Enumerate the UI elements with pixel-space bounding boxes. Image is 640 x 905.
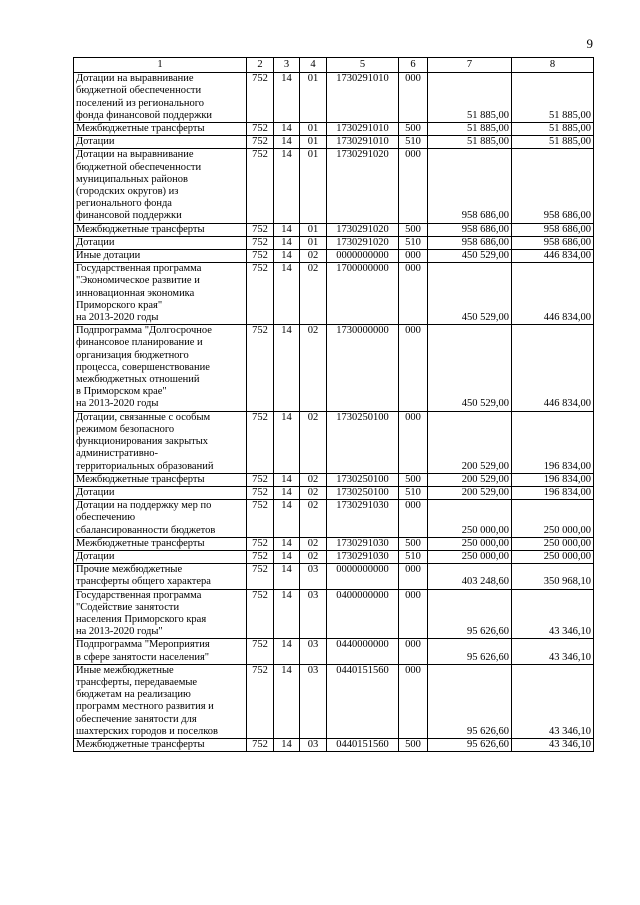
ministry-code-cell: 752 xyxy=(247,149,274,223)
row-name-cell: Дотации xyxy=(74,136,247,149)
amount-col7-cell: 450 529,00 xyxy=(428,325,512,411)
row-name-cell: Дотации xyxy=(74,486,247,499)
amount-col8-cell: 196 834,00 xyxy=(512,411,594,473)
target-article-cell: 0440151560 xyxy=(327,664,399,738)
subsection-code-cell: 01 xyxy=(300,136,327,149)
section-code-cell: 14 xyxy=(274,589,300,639)
table-row xyxy=(74,263,594,325)
expense-type-cell: 510 xyxy=(399,486,428,499)
expense-type-cell: 500 xyxy=(399,223,428,236)
table-row xyxy=(74,473,594,486)
header-cell: 1 xyxy=(74,58,247,73)
table-row xyxy=(74,325,594,411)
amount-col7-cell: 95 626,60 xyxy=(428,664,512,738)
row-name-cell: Дотации на выравнивание бюджетной обеспеченности муниципальных районов (городских округов) из регионального фонда финансовой поддержки xyxy=(74,149,247,223)
target-article-cell: 1730291010 xyxy=(327,123,399,136)
ministry-code-cell: 752 xyxy=(247,250,274,263)
ministry-code-cell: 752 xyxy=(247,136,274,149)
header-cell: 2 xyxy=(247,58,274,73)
amount-col8-cell: 43 346,10 xyxy=(512,664,594,738)
header-cell: 5 xyxy=(327,58,399,73)
section-code-cell: 14 xyxy=(274,639,300,664)
ministry-code-cell: 752 xyxy=(247,564,274,589)
section-code-cell: 14 xyxy=(274,564,300,589)
subsection-code-cell: 02 xyxy=(300,325,327,411)
table-row xyxy=(74,411,594,473)
section-code-cell: 14 xyxy=(274,223,300,236)
target-article-cell: 1730291020 xyxy=(327,149,399,223)
table-row xyxy=(74,664,594,738)
table-row xyxy=(74,564,594,589)
expense-type-cell: 510 xyxy=(399,550,428,563)
amount-col8-cell: 250 000,00 xyxy=(512,550,594,563)
row-name-cell: Межбюджетные трансферты xyxy=(74,473,247,486)
expense-type-cell: 000 xyxy=(399,500,428,538)
row-name-cell: Подпрограмма "Мероприятия в сфере занятости населения" xyxy=(74,639,247,664)
expense-type-cell: 500 xyxy=(399,123,428,136)
table-row xyxy=(74,236,594,249)
subsection-code-cell: 03 xyxy=(300,589,327,639)
ministry-code-cell: 752 xyxy=(247,325,274,411)
target-article-cell: 1730291020 xyxy=(327,236,399,249)
amount-col7-cell: 450 529,00 xyxy=(428,250,512,263)
table-row xyxy=(74,550,594,563)
section-code-cell: 14 xyxy=(274,236,300,249)
row-name-cell: Государственная программа "Экономическое развитие и инновационная экономика Приморского края" на 2013-2020 годы xyxy=(74,263,247,325)
row-name-cell: Дотации на выравнивание бюджетной обеспеченности поселений из регионального фонда финансовой поддержки xyxy=(74,73,247,123)
section-code-cell: 14 xyxy=(274,664,300,738)
table-row xyxy=(74,589,594,639)
expense-type-cell: 000 xyxy=(399,589,428,639)
expense-type-cell: 000 xyxy=(399,250,428,263)
subsection-code-cell: 02 xyxy=(300,263,327,325)
target-article-cell: 1730291010 xyxy=(327,73,399,123)
row-name-cell: Дотации xyxy=(74,550,247,563)
subsection-code-cell: 03 xyxy=(300,738,327,751)
section-code-cell: 14 xyxy=(274,250,300,263)
page-number: 9 xyxy=(586,36,593,51)
expense-type-cell: 000 xyxy=(399,411,428,473)
ministry-code-cell: 752 xyxy=(247,486,274,499)
target-article-cell: 1730250100 xyxy=(327,411,399,473)
ministry-code-cell: 752 xyxy=(247,411,274,473)
row-name-cell: Иные межбюджетные трансферты, передаваемые бюджетам на реализацию программ местного развития и обеспечение занятости для шахтерских городов и поселков xyxy=(74,664,247,738)
table-row xyxy=(74,223,594,236)
amount-col8-cell: 51 885,00 xyxy=(512,136,594,149)
target-article-cell: 1730250100 xyxy=(327,473,399,486)
header-cell: 8 xyxy=(512,58,594,73)
subsection-code-cell: 01 xyxy=(300,149,327,223)
amount-col8-cell: 958 686,00 xyxy=(512,223,594,236)
amount-col8-cell: 958 686,00 xyxy=(512,236,594,249)
expense-type-cell: 500 xyxy=(399,473,428,486)
target-article-cell: 1730291030 xyxy=(327,550,399,563)
target-article-cell: 1700000000 xyxy=(327,263,399,325)
target-article-cell: 1730291020 xyxy=(327,223,399,236)
header-cell: 4 xyxy=(300,58,327,73)
amount-col7-cell: 958 686,00 xyxy=(428,149,512,223)
expense-type-cell: 000 xyxy=(399,325,428,411)
table-row xyxy=(74,149,594,223)
amount-col7-cell: 200 529,00 xyxy=(428,473,512,486)
expense-type-cell: 000 xyxy=(399,639,428,664)
subsection-code-cell: 02 xyxy=(300,250,327,263)
section-code-cell: 14 xyxy=(274,537,300,550)
section-code-cell: 14 xyxy=(274,149,300,223)
amount-col7-cell: 51 885,00 xyxy=(428,123,512,136)
table-row xyxy=(74,73,594,123)
amount-col8-cell: 43 346,10 xyxy=(512,589,594,639)
amount-col8-cell: 350 968,10 xyxy=(512,564,594,589)
expense-type-cell: 000 xyxy=(399,73,428,123)
subsection-code-cell: 01 xyxy=(300,123,327,136)
section-code-cell: 14 xyxy=(274,550,300,563)
amount-col7-cell: 95 626,60 xyxy=(428,738,512,751)
ministry-code-cell: 752 xyxy=(247,500,274,538)
expense-type-cell: 000 xyxy=(399,149,428,223)
row-name-cell: Дотации, связанные с особым режимом безопасного функционирования закрытых административно- территориальных образований xyxy=(74,411,247,473)
row-name-cell: Межбюджетные трансферты xyxy=(74,123,247,136)
amount-col7-cell: 958 686,00 xyxy=(428,236,512,249)
expense-type-cell: 000 xyxy=(399,263,428,325)
expense-type-cell: 500 xyxy=(399,738,428,751)
row-name-cell: Межбюджетные трансферты xyxy=(74,738,247,751)
table-row xyxy=(74,639,594,664)
amount-col8-cell: 250 000,00 xyxy=(512,500,594,538)
header-cell: 7 xyxy=(428,58,512,73)
target-article-cell: 0440151560 xyxy=(327,738,399,751)
amount-col8-cell: 43 346,10 xyxy=(512,738,594,751)
target-article-cell: 0440000000 xyxy=(327,639,399,664)
table-row xyxy=(74,486,594,499)
ministry-code-cell: 752 xyxy=(247,664,274,738)
row-name-cell: Прочие межбюджетные трансферты общего характера xyxy=(74,564,247,589)
amount-col8-cell: 958 686,00 xyxy=(512,149,594,223)
subsection-code-cell: 02 xyxy=(300,537,327,550)
table-body xyxy=(74,73,594,752)
section-code-cell: 14 xyxy=(274,473,300,486)
table-row xyxy=(74,136,594,149)
subsection-code-cell: 03 xyxy=(300,639,327,664)
section-code-cell: 14 xyxy=(274,263,300,325)
subsection-code-cell: 03 xyxy=(300,664,327,738)
amount-col8-cell: 196 834,00 xyxy=(512,486,594,499)
amount-col7-cell: 200 529,00 xyxy=(428,411,512,473)
row-name-cell: Иные дотации xyxy=(74,250,247,263)
ministry-code-cell: 752 xyxy=(247,738,274,751)
section-code-cell: 14 xyxy=(274,738,300,751)
ministry-code-cell: 752 xyxy=(247,263,274,325)
amount-col7-cell: 250 000,00 xyxy=(428,550,512,563)
section-code-cell: 14 xyxy=(274,486,300,499)
subsection-code-cell: 02 xyxy=(300,550,327,563)
amount-col7-cell: 95 626,60 xyxy=(428,589,512,639)
ministry-code-cell: 752 xyxy=(247,473,274,486)
ministry-code-cell: 752 xyxy=(247,123,274,136)
table-row xyxy=(74,500,594,538)
target-article-cell: 0000000000 xyxy=(327,564,399,589)
ministry-code-cell: 752 xyxy=(247,223,274,236)
amount-col7-cell: 95 626,60 xyxy=(428,639,512,664)
table-row xyxy=(74,537,594,550)
subsection-code-cell: 01 xyxy=(300,73,327,123)
amount-col8-cell: 446 834,00 xyxy=(512,263,594,325)
amount-col7-cell: 450 529,00 xyxy=(428,263,512,325)
amount-col7-cell: 958 686,00 xyxy=(428,223,512,236)
row-name-cell: Межбюджетные трансферты xyxy=(74,223,247,236)
expense-type-cell: 510 xyxy=(399,236,428,249)
table-row xyxy=(74,738,594,751)
ministry-code-cell: 752 xyxy=(247,639,274,664)
subsection-code-cell: 02 xyxy=(300,473,327,486)
table-row xyxy=(74,250,594,263)
amount-col8-cell: 446 834,00 xyxy=(512,325,594,411)
subsection-code-cell: 02 xyxy=(300,500,327,538)
ministry-code-cell: 752 xyxy=(247,73,274,123)
section-code-cell: 14 xyxy=(274,123,300,136)
amount-col7-cell: 200 529,00 xyxy=(428,486,512,499)
row-name-cell: Дотации xyxy=(74,236,247,249)
amount-col7-cell: 250 000,00 xyxy=(428,537,512,550)
amount-col8-cell: 43 346,10 xyxy=(512,639,594,664)
amount-col8-cell: 51 885,00 xyxy=(512,73,594,123)
amount-col7-cell: 51 885,00 xyxy=(428,136,512,149)
section-code-cell: 14 xyxy=(274,325,300,411)
section-code-cell: 14 xyxy=(274,136,300,149)
ministry-code-cell: 752 xyxy=(247,537,274,550)
expense-type-cell: 510 xyxy=(399,136,428,149)
amount-col7-cell: 51 885,00 xyxy=(428,73,512,123)
expense-type-cell: 500 xyxy=(399,537,428,550)
section-code-cell: 14 xyxy=(274,411,300,473)
row-name-cell: Подпрограмма "Долгосрочное финансовое планирование и организация бюджетного процесса, совершенствование межбюджетных отношений в Приморском крае" на 2013-2020 годы xyxy=(74,325,247,411)
header-cell: 3 xyxy=(274,58,300,73)
target-article-cell: 1730000000 xyxy=(327,325,399,411)
amount-col8-cell: 51 885,00 xyxy=(512,123,594,136)
section-code-cell: 14 xyxy=(274,73,300,123)
expense-type-cell: 000 xyxy=(399,564,428,589)
subsection-code-cell: 03 xyxy=(300,564,327,589)
header-cell: 6 xyxy=(399,58,428,73)
table-header-row xyxy=(74,58,594,73)
amount-col8-cell: 250 000,00 xyxy=(512,537,594,550)
target-article-cell: 1730250100 xyxy=(327,486,399,499)
amount-col7-cell: 403 248,60 xyxy=(428,564,512,589)
subsection-code-cell: 01 xyxy=(300,236,327,249)
row-name-cell: Дотации на поддержку мер по обеспечению сбалансированности бюджетов xyxy=(74,500,247,538)
target-article-cell: 1730291010 xyxy=(327,136,399,149)
ministry-code-cell: 752 xyxy=(247,589,274,639)
budget-table xyxy=(73,57,594,752)
subsection-code-cell: 02 xyxy=(300,411,327,473)
ministry-code-cell: 752 xyxy=(247,550,274,563)
amount-col7-cell: 250 000,00 xyxy=(428,500,512,538)
expense-type-cell: 000 xyxy=(399,664,428,738)
amount-col8-cell: 196 834,00 xyxy=(512,473,594,486)
row-name-cell: Межбюджетные трансферты xyxy=(74,537,247,550)
subsection-code-cell: 02 xyxy=(300,486,327,499)
row-name-cell: Государственная программа "Содействие занятости населения Приморского края на 2013-2020 годы" xyxy=(74,589,247,639)
target-article-cell: 1730291030 xyxy=(327,537,399,550)
section-code-cell: 14 xyxy=(274,500,300,538)
target-article-cell: 1730291030 xyxy=(327,500,399,538)
target-article-cell: 0400000000 xyxy=(327,589,399,639)
amount-col8-cell: 446 834,00 xyxy=(512,250,594,263)
ministry-code-cell: 752 xyxy=(247,236,274,249)
subsection-code-cell: 01 xyxy=(300,223,327,236)
table-row xyxy=(74,123,594,136)
target-article-cell: 0000000000 xyxy=(327,250,399,263)
